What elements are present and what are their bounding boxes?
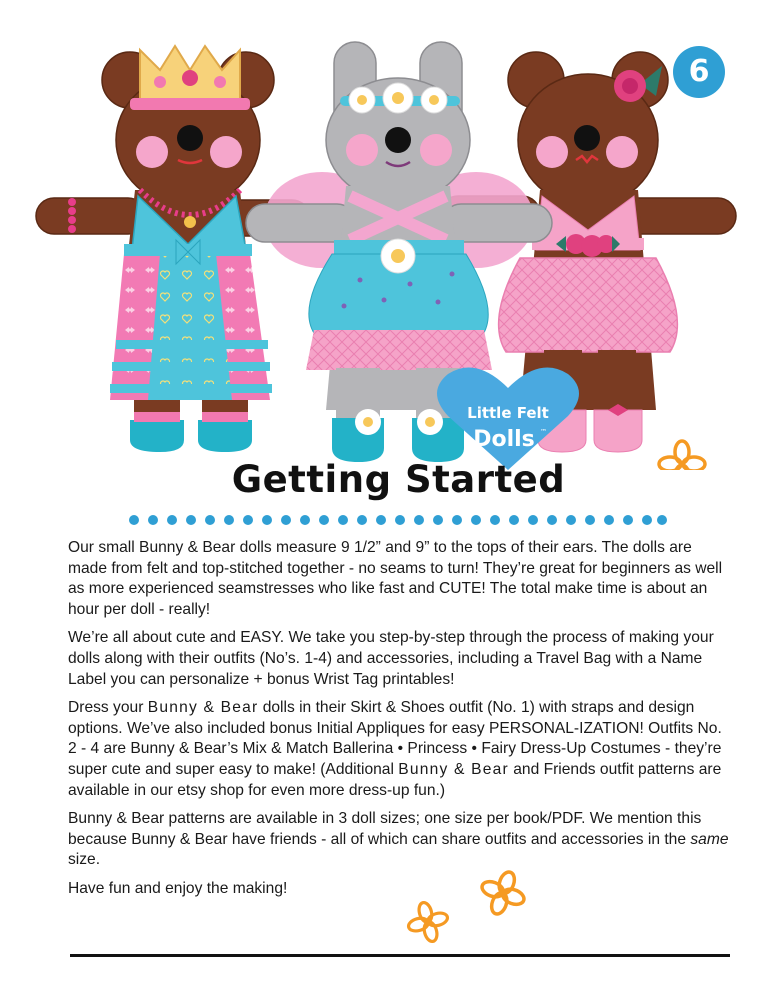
princess-bear-doll [36, 46, 310, 452]
logo-line1: Little Felt [467, 404, 549, 422]
logo-line2: Dolls [473, 427, 535, 452]
flower-icon [478, 868, 528, 918]
dolls-illustration [0, 0, 773, 470]
paragraph-sizes-text: Bunny & Bear patterns are available in 3 doll sizes; one size per book/PDF. We mention this because Bunny & Bear have friends - all of which can share outfits and accessories in the [68, 810, 702, 848]
paragraph-outfits-text: and Friends outfit patterns are available in our etsy shop for even more dress-up fun.) [68, 760, 722, 799]
paragraph-sizes [68, 809, 732, 871]
paragraph-sizes-text: size. [68, 851, 101, 869]
paragraph-outfits-text: Dress your [68, 699, 148, 717]
emphasis-same: same [690, 830, 729, 848]
paragraph-outfits-text: dolls in their Skirt & Shoes outfit (No. 1) with straps and design options. We’ve also included bonus Initial Appliques for easy PERSONAL-IZATION! Outfits No. 2 - 4 are Bunny & Bear’s Mix & Match Ballerina • Princess • Fairy Dress-Up Costumes - they’re super cute and super easy to make! (Additional [68, 699, 722, 778]
brand-name: Bunny & Bear [398, 760, 509, 778]
logo-trademark: ™ [540, 428, 547, 436]
body-text [68, 538, 732, 908]
paragraph-intro: Our small Bunny & Bear dolls measure 9 1/2” and 9” to the tops of their ears. The dolls are made from felt and top-stitched together - no seams to turn! They’re great for beginners as well as more experienced seamstresses who like fast and CUTE! The total make time is about an hour per doll - really! [68, 539, 723, 618]
paragraph-closing: Have fun and enjoy the making! [68, 879, 288, 897]
paragraph-easy: We’re all about cute and EASY. We take you step-by-step through the process of making your dolls along with their outfits (No’s. 1-4) and accessories, including a Travel Bag with a Name Label you can personalize + bonus Wrist Tag printables! [68, 629, 714, 688]
dotted-divider [128, 514, 668, 526]
page-title: Getting Started [231, 458, 566, 501]
footer-rule [70, 954, 730, 957]
flower-icon [406, 900, 450, 944]
brand-name: Bunny & Bear [147, 699, 259, 717]
paragraph-outfits [68, 698, 732, 801]
page-number-badge: 6 [673, 46, 725, 98]
